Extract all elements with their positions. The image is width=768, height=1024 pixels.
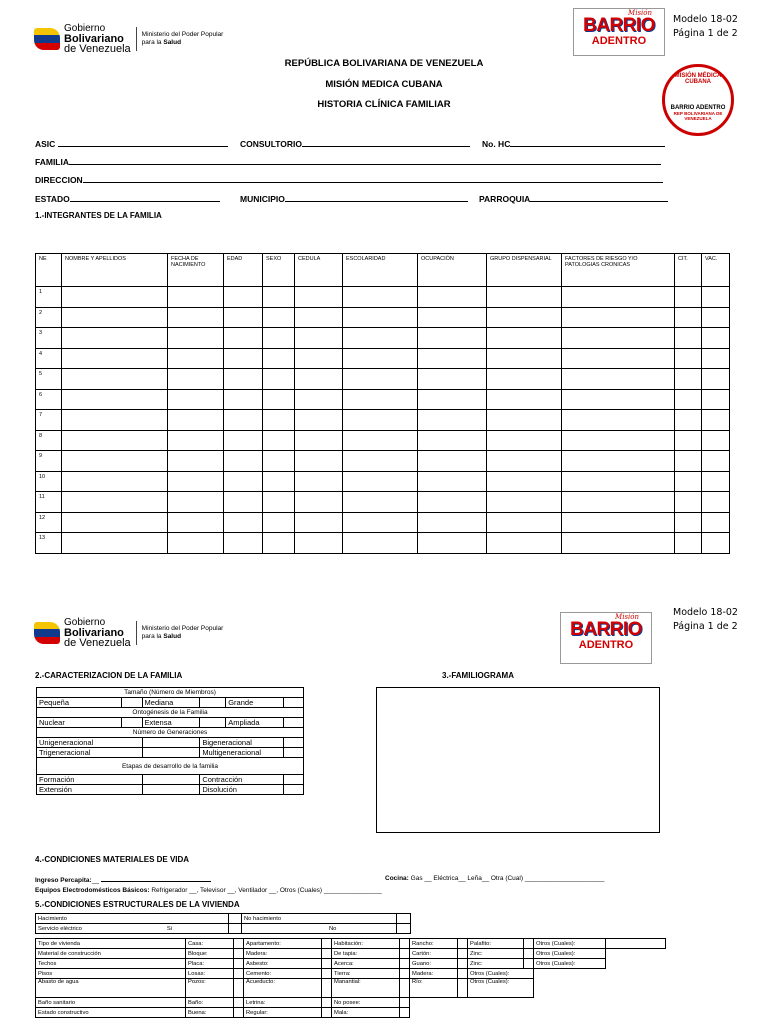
- extensa-checkbox[interactable]: [200, 718, 226, 728]
- disolucion-checkbox[interactable]: [284, 785, 304, 795]
- table-row[interactable]: 12: [36, 512, 730, 533]
- ingreso-field[interactable]: Ingreso Percapita:__: [35, 875, 211, 884]
- table-row[interactable]: 5: [36, 369, 730, 390]
- table-row[interactable]: 6: [36, 389, 730, 410]
- bigeneracional-checkbox[interactable]: [284, 738, 304, 748]
- venezuela-flag-icon: [34, 622, 60, 644]
- barrio-adentro-logo: Misión BARRIO ADENTRO: [573, 8, 665, 56]
- logo-venezuela: de Venezuela: [64, 43, 131, 55]
- no-hacimiento-checkbox[interactable]: [397, 914, 411, 924]
- section-4-title: 4.-CONDICIONES MATERIALES DE VIDA: [35, 855, 190, 864]
- table-row[interactable]: Pisos Losas: Cemento: Tierra: Madera: Otros (Cuales):: [36, 969, 666, 979]
- hacimiento-checkbox[interactable]: [229, 914, 242, 924]
- logo-gobierno: Gobierno: [64, 23, 106, 34]
- section-3-title: 3.-FAMILIOGRAMA: [442, 671, 514, 680]
- table-row[interactable]: Tipo de vivienda Casa: Apartamento: Habitación: Rancho: Palafito: Otros (Cuales):: [36, 939, 666, 949]
- logo-bolivariano: Bolivariano: [64, 33, 124, 45]
- unigeneracional-checkbox[interactable]: [142, 738, 200, 748]
- modelo-label: Modelo 18-02 Página 1 de 2: [673, 14, 738, 39]
- government-logo-2: Gobierno Bolivariano de Venezuela Ministerio del Poder Popular para la Salud: [34, 618, 223, 648]
- hacimiento-table: Hacimiento No hacimiento Servicio eléctrico Si No: [35, 913, 411, 934]
- pequena-checkbox[interactable]: [121, 698, 142, 708]
- caracterizacion-table: Tamaño (Número de Miembros) Pequeña Mediana Grande Ontogénesis de la Familia Nuclear Extensa Ampliada Número de Generaciones Unigeneracional Bigeneracional Trigeneracional Multigeneracional Etapas de desarrollo de la familia Formación Contracción Extensión Disolución: [36, 687, 304, 795]
- table-row[interactable]: 11: [36, 492, 730, 513]
- title-mision: MISIÓN MEDICA CUBANA: [325, 79, 443, 90]
- mediana-checkbox[interactable]: [200, 698, 226, 708]
- section-1-title: 1.-INTEGRANTES DE LA FAMILIA: [35, 211, 162, 220]
- table-row[interactable]: Estado constructivo Buena: Regular: Mala:: [36, 1008, 666, 1018]
- estado-field[interactable]: ESTADO: [35, 193, 220, 204]
- direccion-field[interactable]: DIRECCION: [35, 174, 663, 185]
- table-row[interactable]: 3: [36, 328, 730, 349]
- venezuela-flag-icon: [34, 28, 60, 50]
- family-members-table: [35, 253, 730, 554]
- ampliada-checkbox[interactable]: [284, 718, 304, 728]
- table-row[interactable]: 1: [36, 287, 730, 308]
- asic-field[interactable]: ASIC: [35, 138, 228, 149]
- section-2-title: 2.-CARACTERIZACION DE LA FAMILIA: [35, 671, 183, 680]
- mision-medica-seal: MISIÓN MÉDICA CUBANA BARRIO ADENTRO REP BOLIVARIANA DE VENEZUELA: [662, 64, 734, 136]
- familiograma-box[interactable]: [376, 687, 660, 833]
- table-row[interactable]: Material de construcción Bloque: Madera: De tapia: Cartón: Zinc: Otros (Cuales):: [36, 949, 666, 959]
- title-republica: REPÚBLICA BOLIVARIANA DE VENEZUELA: [284, 58, 484, 69]
- trigeneracional-checkbox[interactable]: [142, 748, 200, 758]
- table-row[interactable]: 9: [36, 451, 730, 472]
- table-row[interactable]: Techos Placa: Asbesto: Acerca: Guano: Zinc: Otros (Cuales):: [36, 959, 666, 969]
- table-row[interactable]: 2: [36, 307, 730, 328]
- barrio-adentro-logo-2: Misión BARRIO ADENTRO: [560, 612, 652, 664]
- title-historia: HISTORIA CLÍNICA FAMILIAR: [317, 99, 451, 110]
- logo-ministerio: Ministerio del Poder Popular: [141, 31, 224, 38]
- multigeneracional-checkbox[interactable]: [284, 748, 304, 758]
- government-logo: Gobierno Bolivariano de Venezuela Ministerio del Poder Popular para la Salud: [34, 24, 223, 54]
- parroquia-field[interactable]: PARROQUIA: [479, 193, 668, 204]
- table-row[interactable]: 13: [36, 533, 730, 554]
- table-row[interactable]: 10: [36, 471, 730, 492]
- nuclear-checkbox[interactable]: [121, 718, 142, 728]
- consultorio-field[interactable]: CONSULTORIO: [240, 138, 470, 149]
- formacion-checkbox[interactable]: [142, 775, 200, 785]
- familia-field[interactable]: FAMILIA: [35, 156, 661, 167]
- nohc-field[interactable]: No. HC: [482, 138, 665, 149]
- table-header: NE NOMBRE Y APELLIDOS FECHA DE NACIMIENTO EDAD SEXO CEDULA ESCOLARIDAD OCUPACIÓN GRUPO DISPENSARIAL FACTORES DE RIESGO Y/O PATOLOGIAS CRONICAS CIT. VAC.: [36, 254, 730, 287]
- municipio-field[interactable]: MUNICIPIO: [240, 193, 468, 204]
- table-row[interactable]: Abasto de agua Pozos: Acueducto: Manantial: Río: Otros (Cuales):: [36, 979, 666, 998]
- contraccion-checkbox[interactable]: [284, 775, 304, 785]
- vivienda-table: [35, 938, 666, 1018]
- table-row[interactable]: Baño sanitario Baño: Letrina: No posee:: [36, 998, 666, 1008]
- table-row[interactable]: 7: [36, 410, 730, 431]
- modelo-label-2: Modelo 18-02 Página 1 de 2: [673, 607, 738, 632]
- grande-checkbox[interactable]: [284, 698, 304, 708]
- table-row[interactable]: 8: [36, 430, 730, 451]
- extension-checkbox[interactable]: [142, 785, 200, 795]
- table-row[interactable]: 4: [36, 348, 730, 369]
- equipos-field[interactable]: Equipos Electrodomésticos Básicos: Refrigerador __, Televisor __, Ventilador __, Otros (Cuales) ________________: [35, 887, 382, 894]
- section-5-title: 5.-CONDICIONES ESTRUCTURALES DE LA VIVIENDA: [35, 900, 240, 909]
- no-checkbox[interactable]: [397, 924, 411, 934]
- si-checkbox[interactable]: [229, 924, 242, 934]
- cocina-field[interactable]: Cocina: Gas __ Eléctrica__ Leña__ Otra (Cual) ______________________: [385, 875, 605, 882]
